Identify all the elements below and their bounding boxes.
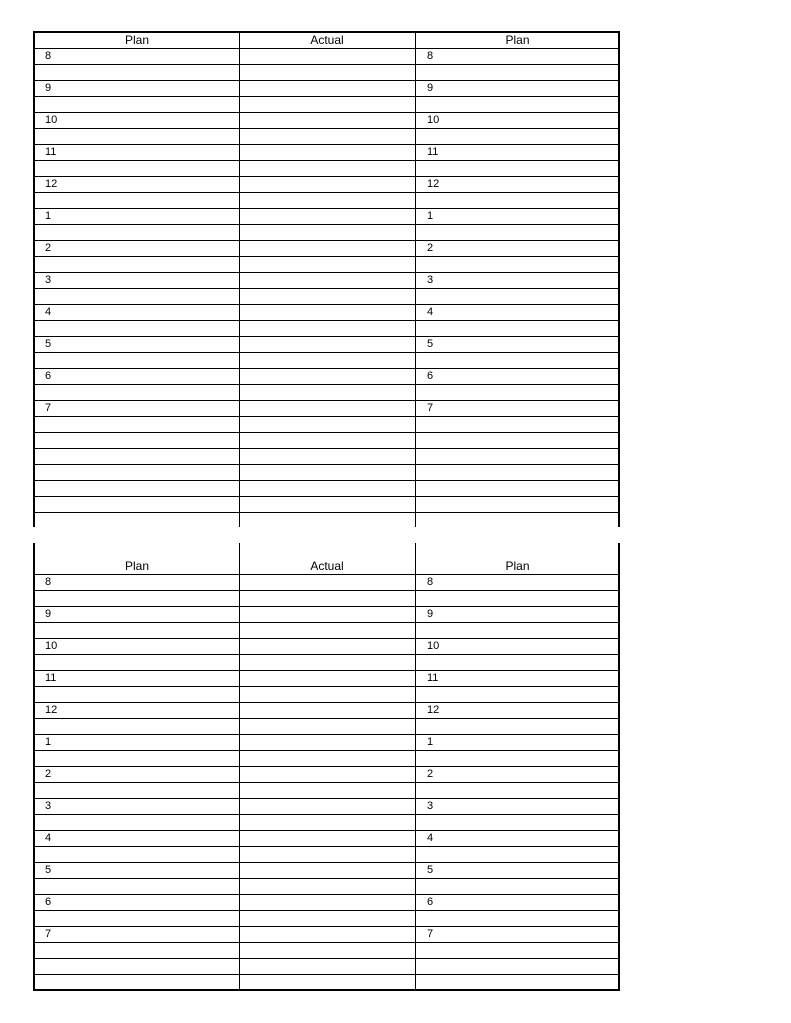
plan-column-header: Plan <box>505 33 530 47</box>
actual-column-header: Actual <box>310 33 344 47</box>
blank-row <box>35 975 618 991</box>
hour-label: 7 <box>45 402 52 414</box>
header-row <box>35 33 618 49</box>
hour-label: 11 <box>45 146 57 158</box>
hour-row <box>35 735 618 751</box>
hour-label: 12 <box>45 178 58 190</box>
hour-label: 8 <box>427 576 434 588</box>
hour-row <box>35 145 618 161</box>
hour-row <box>35 81 618 97</box>
hour-row <box>35 369 618 385</box>
blank-row <box>35 591 618 607</box>
hour-label: 6 <box>427 896 434 908</box>
hour-label: 8 <box>45 576 52 588</box>
hour-label: 5 <box>427 338 434 350</box>
hour-row <box>35 241 618 257</box>
hour-label: 12 <box>427 704 440 716</box>
blank-row <box>35 481 618 497</box>
hour-label: 6 <box>45 370 52 382</box>
blank-row <box>35 353 618 369</box>
plan-column-header: Plan <box>505 559 530 573</box>
hour-row <box>35 49 618 65</box>
hour-row <box>35 575 618 591</box>
hour-label: 7 <box>427 402 434 414</box>
blank-row <box>35 497 618 513</box>
hour-label: 4 <box>45 832 52 844</box>
hour-label: 4 <box>45 306 52 318</box>
blank-row <box>35 65 618 81</box>
hour-label: 8 <box>427 50 434 62</box>
hour-label: 4 <box>427 832 434 844</box>
hour-label: 9 <box>427 82 434 94</box>
hour-label: 7 <box>45 928 52 940</box>
hour-label: 5 <box>45 864 52 876</box>
hour-row <box>35 113 618 129</box>
hour-row <box>35 863 618 879</box>
blank-row <box>35 783 618 799</box>
hour-label: 5 <box>427 864 434 876</box>
hour-label: 12 <box>427 178 440 190</box>
blank-row <box>35 129 618 145</box>
blank-row <box>35 943 618 959</box>
planner-grid-bottom <box>33 543 620 991</box>
hour-label: 6 <box>45 896 52 908</box>
hour-label: 9 <box>45 608 52 620</box>
hour-label: 10 <box>45 114 58 126</box>
hour-label: 10 <box>45 640 58 652</box>
blank-row <box>35 257 618 273</box>
hour-row <box>35 799 618 815</box>
blank-row <box>35 687 618 703</box>
blank-row <box>35 321 618 337</box>
hour-label: 1 <box>427 736 434 748</box>
hour-label: 11 <box>45 672 57 684</box>
hour-row <box>35 671 618 687</box>
blank-row <box>35 847 618 863</box>
hour-row <box>35 639 618 655</box>
blank-row <box>35 161 618 177</box>
hour-label: 11 <box>427 146 439 158</box>
hour-label: 2 <box>427 768 434 780</box>
blank-row <box>35 385 618 401</box>
hour-row <box>35 767 618 783</box>
blank-row <box>35 97 618 113</box>
blank-row <box>35 449 618 465</box>
hour-label: 9 <box>45 82 52 94</box>
blank-row <box>35 193 618 209</box>
header-row <box>35 559 618 575</box>
blank-row <box>35 751 618 767</box>
hour-label: 3 <box>427 274 434 286</box>
blank-row <box>35 879 618 895</box>
blank-row <box>35 959 618 975</box>
hour-row <box>35 305 618 321</box>
hour-row <box>35 401 618 417</box>
blank-row <box>35 289 618 305</box>
hour-label: 12 <box>45 704 58 716</box>
hour-label: 7 <box>427 928 434 940</box>
hour-row <box>35 337 618 353</box>
hour-label: 1 <box>45 210 52 222</box>
blank-row <box>35 623 618 639</box>
hour-label: 2 <box>45 242 52 254</box>
hour-label: 10 <box>427 114 440 126</box>
blank-row <box>35 225 618 241</box>
hour-label: 11 <box>427 672 439 684</box>
hour-row <box>35 209 618 225</box>
hour-label: 3 <box>427 800 434 812</box>
hour-row <box>35 177 618 193</box>
hour-label: 2 <box>45 768 52 780</box>
hour-row <box>35 927 618 943</box>
hour-label: 6 <box>427 370 434 382</box>
hour-label: 2 <box>427 242 434 254</box>
plan-column-header: Plan <box>124 559 150 573</box>
actual-column-header: Actual <box>310 559 344 573</box>
blank-row <box>35 433 618 449</box>
hour-label: 3 <box>45 800 52 812</box>
hour-row <box>35 273 618 289</box>
blank-row <box>35 815 618 831</box>
hour-label: 9 <box>427 608 434 620</box>
hour-label: 1 <box>45 736 52 748</box>
hour-label: 3 <box>45 274 52 286</box>
plan-column-header: Plan <box>124 33 150 47</box>
blank-row <box>35 465 618 481</box>
hour-label: 10 <box>427 640 440 652</box>
hour-row <box>35 831 618 847</box>
hour-label: 1 <box>427 210 434 222</box>
hour-row <box>35 607 618 623</box>
hour-label: 5 <box>45 338 52 350</box>
planner-grid-top <box>33 31 620 527</box>
hour-label: 4 <box>427 306 434 318</box>
hour-label: 8 <box>45 50 52 62</box>
blank-row <box>35 655 618 671</box>
blank-row <box>35 911 618 927</box>
hour-row <box>35 703 618 719</box>
blank-row <box>35 719 618 735</box>
blank-row <box>35 417 618 433</box>
hour-row <box>35 895 618 911</box>
